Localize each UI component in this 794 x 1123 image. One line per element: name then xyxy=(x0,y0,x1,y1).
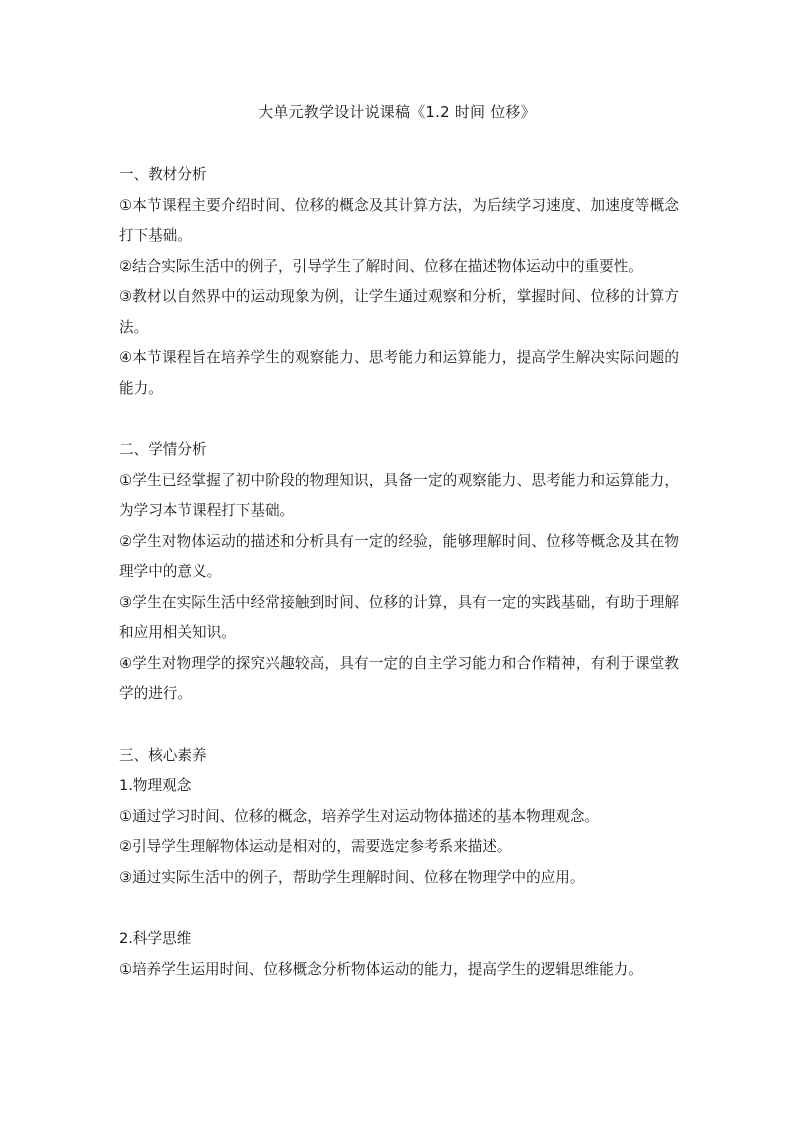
section-spacer xyxy=(119,404,679,435)
subsection-heading: 1.物理观念 xyxy=(119,777,192,794)
paragraph: ②学生对物体运动的描述和分析具有一定的经验，能够理解时间、位移等概念及其在物理学中的意义。 xyxy=(119,532,679,580)
paragraph: ③教材以自然界中的运动现象为例，让学生通过观察和分析，掌握时间、位移的计算方法。 xyxy=(119,288,679,336)
paragraph: ①培养学生运用时间、位移概念分析物体运动的能力，提高学生的逻辑思维能力。 xyxy=(119,960,643,978)
section-spacer xyxy=(119,710,679,741)
paragraph: ①通过学习时间、位移的概念，培养学生对运动物体描述的基本物理观念。 xyxy=(119,807,600,825)
paragraph: ④学生对物理学的探究兴趣较高，具有一定的自主学习能力和合作精神，有利于课堂教学的进行。 xyxy=(119,654,679,702)
paragraph: ③通过实际生活中的例子，帮助学生理解时间、位移在物理学中的应用。 xyxy=(119,868,585,886)
section-heading: 二、学情分析 xyxy=(119,441,207,458)
subsection-physics-concept xyxy=(119,771,679,893)
document-body xyxy=(119,160,679,985)
section-student-analysis xyxy=(119,435,679,710)
subsection-scientific-thinking xyxy=(119,924,679,985)
paragraph: ②结合实际生活中的例子，引导学生了解时间、位移在描述物体运动中的重要性。 xyxy=(119,257,643,275)
subsection-spacer xyxy=(119,893,679,924)
section-heading: 一、教材分析 xyxy=(119,166,207,183)
paragraph: ④本节课程旨在培养学生的观察能力、思考能力和运算能力，提高学生解决实际问题的能力。 xyxy=(119,349,679,397)
section-heading: 三、核心素养 xyxy=(119,746,207,764)
paragraph: ①学生已经掌握了初中阶段的物理知识，具备一定的观察能力、思考能力和运算能力，为学习本节课程打下基础。 xyxy=(119,471,679,519)
paragraph: ③学生在实际生活中经常接触到时间、位移的计算，具有一定的实践基础，有助于理解和应用相关知识。 xyxy=(119,593,679,641)
section-textbook-analysis xyxy=(119,160,679,404)
paragraph: ①本节课程主要介绍时间、位移的概念及其计算方法，为后续学习速度、加速度等概念打下基础。 xyxy=(119,196,679,244)
paragraph: ②引导学生理解物体运动是相对的，需要选定参考系来描述。 xyxy=(119,838,512,855)
subsection-heading: 2.科学思维 xyxy=(119,930,192,947)
section-core-literacy xyxy=(119,741,679,986)
document-title: 大单元教学设计说课稿《1.2 时间 位移》 xyxy=(258,103,536,121)
